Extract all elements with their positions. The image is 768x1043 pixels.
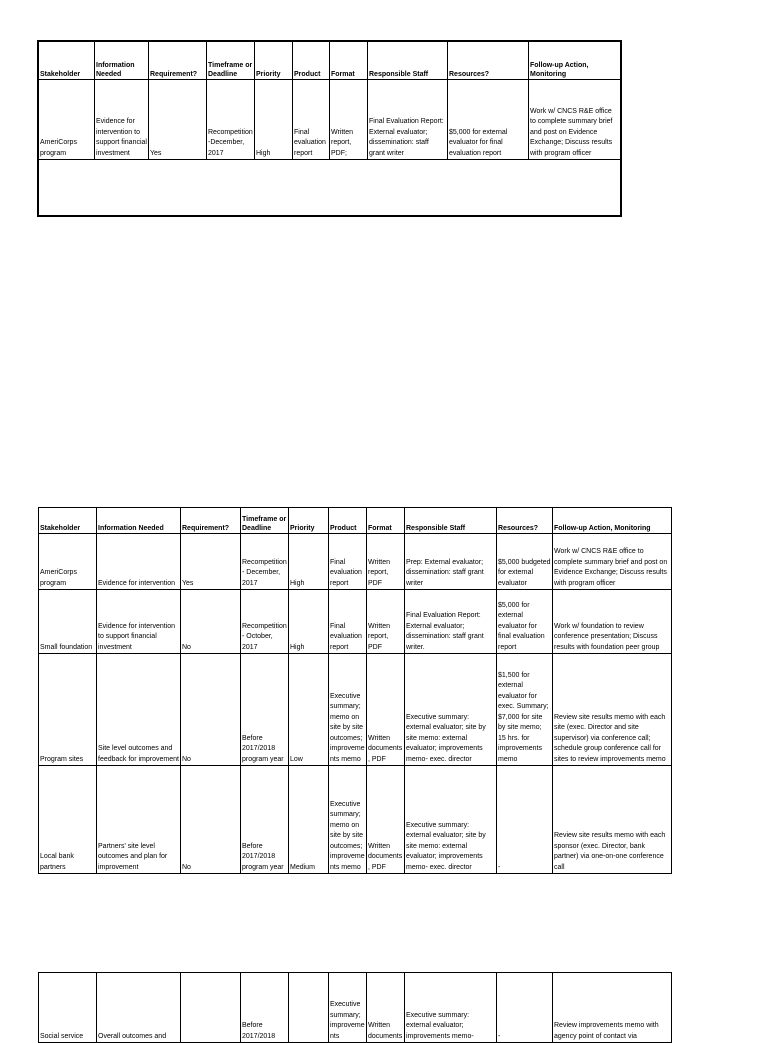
cell-information-needed: Evidence for intervention to support financial investment — [95, 80, 149, 160]
cell-timeframe: Recompetition-December, 2017 — [207, 80, 255, 160]
cell-format: Written documents, PDF — [367, 766, 405, 874]
cell-timeframe: Before 2017/2018 program year — [241, 654, 289, 766]
cell-product: Executive summary; memo on site by site outcomes; improvements memo — [329, 766, 367, 874]
cell-information-needed: Evidence for intervention — [97, 534, 181, 590]
table-row — [39, 973, 672, 1043]
table-row — [39, 590, 672, 654]
header-responsible-staff: Responsible Staff — [368, 42, 448, 80]
cell-product: Executive summary; improvements — [329, 973, 367, 1043]
cell-responsible-staff: Executive summary: external evaluator; site by site memo: external evaluator; improvements memo- exec. director — [405, 766, 497, 874]
stakeholder-table-2 — [38, 507, 672, 874]
cell-stakeholder: Program sites — [39, 654, 97, 766]
header-followup: Follow-up Action, Monitoring — [529, 42, 621, 80]
table-row — [39, 654, 672, 766]
cell-resources: - — [497, 766, 553, 874]
cell-requirement: No — [181, 590, 241, 654]
table-row — [39, 766, 672, 874]
header-product: Product — [293, 42, 330, 80]
cell-timeframe: Before 2017/2018 — [241, 973, 289, 1043]
table-header-row — [39, 42, 621, 80]
cell-priority: High — [289, 590, 329, 654]
cell-responsible-staff: Executive summary: external evaluator; site by site memo: external evaluator; improvements memo- exec. director — [405, 654, 497, 766]
cell-followup: Review site results memo with each site (exec. Director and site supervisor) via conference call; schedule group conference call for sites to review improvements memo — [553, 654, 672, 766]
cell-product: Executive summary; memo on site by site outcomes; improvements memo — [329, 654, 367, 766]
header-product: Product — [329, 508, 367, 534]
table-row — [39, 80, 621, 160]
cell-product: Final evaluation report — [329, 534, 367, 590]
cell-followup: Review site results memo with each sponsor (exec. Director, bank partner) via one-on-one conference call — [553, 766, 672, 874]
cell-priority: High — [255, 80, 293, 160]
cell-requirement: Yes — [181, 534, 241, 590]
cell-format: Written documents, PDF — [367, 654, 405, 766]
cell-stakeholder: Small foundation — [39, 590, 97, 654]
table-header-row — [39, 508, 672, 534]
header-priority: Priority — [255, 42, 293, 80]
cell-resources: $5,000 budgeted for external evaluator — [497, 534, 553, 590]
cell-information-needed: Site level outcomes and feedback for improvement — [97, 654, 181, 766]
cell-format: Written report, PDF — [367, 590, 405, 654]
header-resources: Resources? — [497, 508, 553, 534]
header-stakeholder: Stakeholder — [39, 508, 97, 534]
cell-timeframe: Before 2017/2018 program year — [241, 766, 289, 874]
cell-followup: Work w/ CNCS R&E office to complete summary brief and post on Evidence Exchange; Discuss results with program officer — [529, 80, 621, 160]
cell-information-needed: Evidence for intervention to support financial investment — [97, 590, 181, 654]
header-responsible-staff: Responsible Staff — [405, 508, 497, 534]
stakeholder-table-1 — [38, 41, 621, 216]
cell-priority: Medium — [289, 766, 329, 874]
header-information-needed: Information Needed — [97, 508, 181, 534]
header-resources: Resources? — [448, 42, 529, 80]
cell-requirement: Yes — [149, 80, 207, 160]
cell-timeframe: Recompetition- October, 2017 — [241, 590, 289, 654]
cell-requirement — [181, 973, 241, 1043]
cell-requirement: No — [181, 766, 241, 874]
cell-resources: $5,000 for external evaluator for final evaluation report — [448, 80, 529, 160]
header-information-needed: Information Needed — [95, 42, 149, 80]
header-requirement: Requirement? — [181, 508, 241, 534]
cell-priority: High — [289, 534, 329, 590]
cell-requirement: No — [181, 654, 241, 766]
cell-format: Written documents — [367, 973, 405, 1043]
header-timeframe: Timeframe or Deadline — [241, 508, 289, 534]
cell-timeframe: Recompetition- December, 2017 — [241, 534, 289, 590]
header-format: Format — [367, 508, 405, 534]
header-format: Format — [330, 42, 368, 80]
cell-followup: Work w/ CNCS R&E office to complete summary brief and post on Evidence Exchange; Discuss results with program officer — [553, 534, 672, 590]
table-row — [39, 534, 672, 590]
cell-resources: $1,500 for external evaluator for exec. Summary; $7,000 for site by site memo; 15 hrs. for improvements memo — [497, 654, 553, 766]
cell-information-needed: Overall outcomes and — [97, 973, 181, 1043]
cell-format: Written report, PDF; — [330, 80, 368, 160]
cell-priority — [289, 973, 329, 1043]
cell-stakeholder: AmeriCorps program — [39, 534, 97, 590]
empty-cell — [39, 160, 621, 216]
cell-stakeholder: AmeriCorps program — [39, 80, 95, 160]
cell-product: Final evaluation report — [329, 590, 367, 654]
cell-responsible-staff: Prep: External evaluator; dissemination: staff grant writer — [405, 534, 497, 590]
cell-stakeholder: Social service — [39, 973, 97, 1043]
header-requirement: Requirement? — [149, 42, 207, 80]
cell-resources: $5,000 for external evaluator for final evaluation report — [497, 590, 553, 654]
cell-priority: Low — [289, 654, 329, 766]
cell-followup: Work w/ foundation to review conference presentation; Discuss results with foundation peer group — [553, 590, 672, 654]
cell-information-needed: Partners' site level outcomes and plan for improvement — [97, 766, 181, 874]
cell-resources: - — [497, 973, 553, 1043]
stakeholder-table-3 — [38, 972, 672, 1043]
cell-followup: Review improvements memo with agency point of contact via — [553, 973, 672, 1043]
cell-responsible-staff: Final Evaluation Report: External evaluator; dissemination: staff grant writer. — [405, 590, 497, 654]
header-stakeholder: Stakeholder — [39, 42, 95, 80]
header-followup: Follow-up Action, Monitoring — [553, 508, 672, 534]
header-priority: Priority — [289, 508, 329, 534]
cell-responsible-staff: Executive summary: external evaluator; improvements memo- — [405, 973, 497, 1043]
cell-responsible-staff: Final Evaluation Report: External evaluator; dissemination: staff grant writer — [368, 80, 448, 160]
empty-row — [39, 160, 621, 216]
cell-product: Final evaluation report — [293, 80, 330, 160]
cell-stakeholder: Local bank partners — [39, 766, 97, 874]
cell-format: Written report, PDF — [367, 534, 405, 590]
header-timeframe: Timeframe or Deadline — [207, 42, 255, 80]
